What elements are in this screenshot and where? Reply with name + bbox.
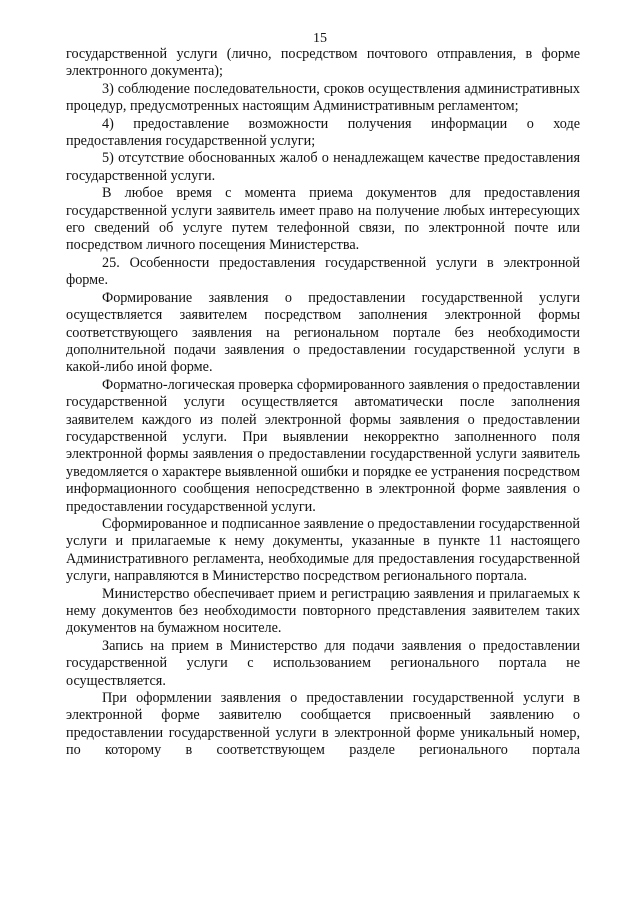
paragraph-anytime-info: В любое время с момента приема документов для предоставления государственной услуги заявитель имеет право на получение любых интересующих его сведений об услуге путем телефонной связи, по электронной почте или посредством личного посещения Министерства.	[66, 185, 580, 254]
paragraph-appointment: Запись на прием в Министерство для подачи заявления о предоставлении государственной услуги с использованием регионального портала не осуществляется.	[66, 637, 580, 689]
paragraph-unique-number: При оформлении заявления о предоставлении государственной услуги в электронной форме заявителю сообщается присвоенный заявлению о предоставлении государственной услуги в электронной форме уникальный номер, по которому в соответствующем разделе регионального портала	[66, 690, 580, 759]
paragraph-item-3: 3) соблюдение последовательности, сроков осуществления административных процедур, предусмотренных настоящим Административным регламентом;	[66, 80, 580, 115]
paragraph-ministry-reception: Министерство обеспечивает прием и регистрацию заявления и прилагаемых к нему документов без необходимости повторного представления заявителем таких документов на бумажном носителе.	[66, 585, 580, 637]
paragraph-signed-application: Сформированное и подписанное заявление о предоставлении государственной услуги и прилагаемые к нему документы, указанные в пункте 11 настоящего Административного регламента, необходимые для предоставления государственной услуги, направляются в Министерство посредством регионального портала.	[66, 515, 580, 585]
section-heading-25: 25. Особенности предоставления государственной услуги в электронной форме.	[66, 254, 580, 289]
paragraph-continuation: государственной услуги (лично, посредством почтового отправления, в форме электронного документа);	[66, 46, 580, 80]
paragraph-format-check: Форматно-логическая проверка сформированного заявления о предоставлении государственной услуги осуществляется автоматически после заполнения заявителем каждого из полей электронной формы заявления о предоставлении государственной услуги. При выявлении некорректно заполненного поля электронной формы заявления о предоставлении государственной услуги заявитель уведомляется о характере выявленной ошибки и порядке ее устранения посредством информационного сообщения непосредственно в электронной форме заявления о предоставлении государственной услуги.	[66, 376, 580, 515]
paragraph-item-5: 5) отсутствие обоснованных жалоб о ненадлежащем качестве предоставления государственной услуги.	[66, 150, 580, 184]
paragraph-item-4: 4) предоставление возможности получения информации о ходе предоставления государственной услуги;	[66, 115, 580, 150]
page-number: 15	[313, 31, 327, 46]
document-body	[66, 46, 580, 760]
paragraph-application-forming: Формирование заявления о предоставлении государственной услуги осуществляется заявителем посредством заполнения электронной формы соответствующего заявления на региональном портале без необходимости дополнительной подачи заявления о предоставлении государственной услуги в какой-либо иной форме.	[66, 289, 580, 376]
